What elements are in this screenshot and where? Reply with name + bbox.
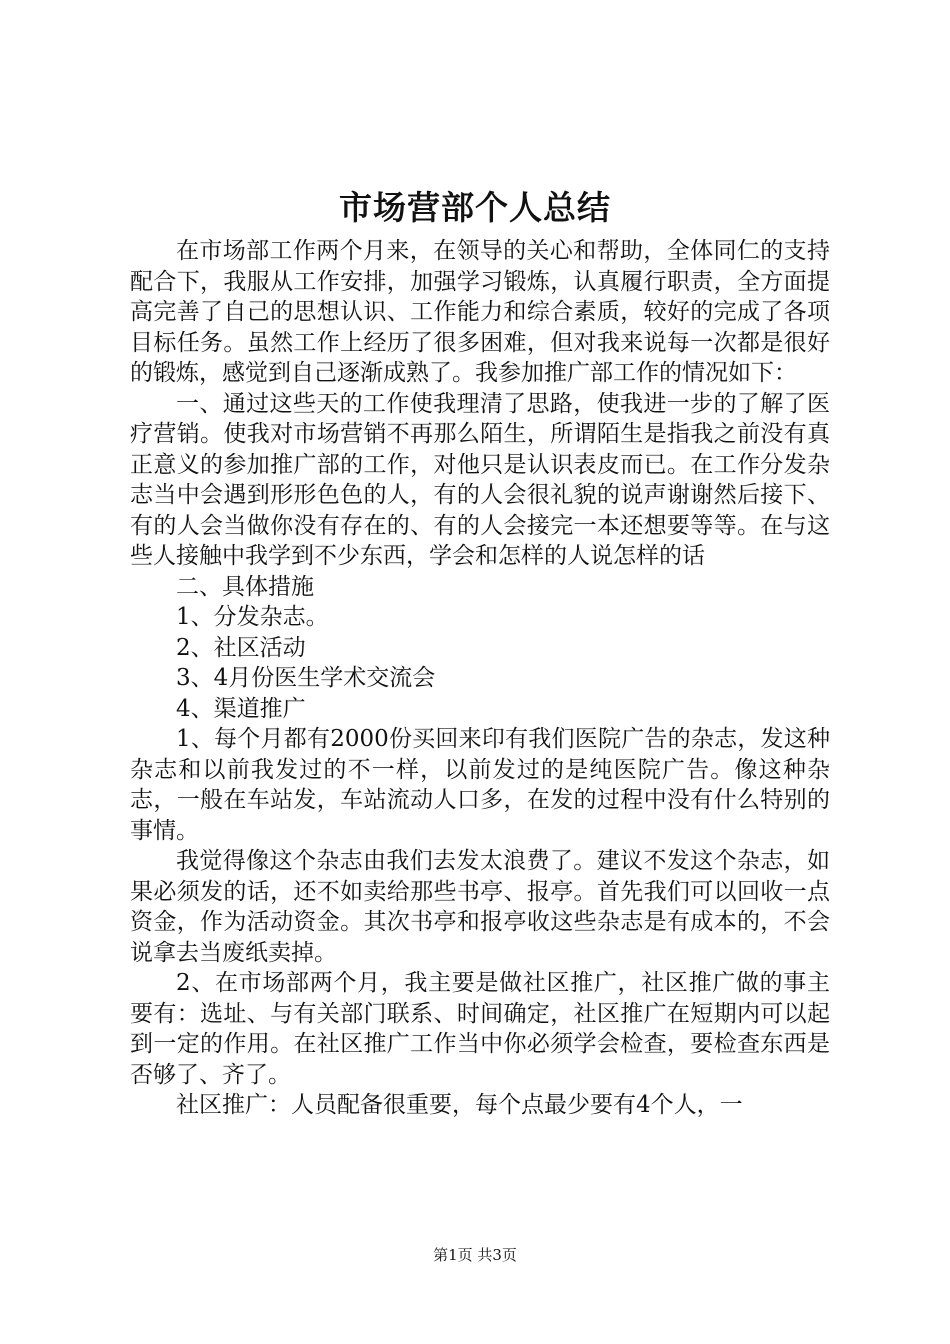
paragraph-intro: 在市场部工作两个月来，在领导的关心和帮助，全体同仁的支持配合下，我服从工作安排，加强学习锻炼，认真履行职责，全方面提高完善了自己的思想认识、工作能力和综合素质，较好的完成了各项目标任务。虽然工作上经历了很多困难，但对我来说每一次都是很好的锻炼，感觉到自己逐渐成熟了。我参加推广部工作的情况如下：	[130, 238, 830, 386]
paragraph-community-staffing: 社区推广：人员配备很重要，每个点最少要有4个人，一	[176, 1092, 743, 1118]
list-item-channel-promotion: 4、渠道推广	[176, 695, 306, 722]
page-indicator: 第1页 共3页	[433, 1246, 517, 1264]
list-item-academic-conference: 3、4月份医生学术交流会	[176, 665, 436, 691]
list-item-community-activities: 2、社区活动	[176, 634, 306, 661]
document-body	[130, 236, 830, 1121]
paragraph-section-one: 一、通过这些天的工作使我理清了思路，使我进一步的了解了医疗营销。使我对市场营销不再那么陌生，所谓陌生是指我之前没有真正意义的参加推广部的工作，对他只是认识表皮而已。在工作分发杂志当中会遇到形形色色的人，有的人会很礼貌的说声谢谢然后接下、有的人会当做你没有存在的、有的人会接完一本还想要等等。在与这些人接触中我学到不少东西，学会和怎样的人说怎样的话	[130, 390, 830, 569]
paragraph-magazine-suggestion: 我觉得像这个杂志由我们去发太浪费了。建议不发这个杂志，如果必须发的话，还不如卖给那些书亭、报亭。首先我们可以回收一点资金，作为活动资金。其次书亭和报亭收这些杂志是有成本的，不会说拿去当废纸卖掉。	[130, 848, 830, 966]
document-title: 市场营部个人总结	[339, 188, 611, 227]
list-item-distribute-magazines: 1、分发杂志。	[176, 604, 329, 630]
paragraph-section-two-heading: 二、具体措施	[176, 573, 314, 600]
paragraph-community-promotion: 2、在市场部两个月，我主要是做社区推广，社区推广做的事主要有：选址、与有关部门联系、时间确定，社区推广在短期内可以起到一定的作用。在社区推广工作当中你必须学会检查，要检查东西是否够了、齐了。	[130, 970, 830, 1088]
paragraph-magazine-detail: 1、每个月都有2000份买回来印有我们医院广告的杂志，发这种杂志和以前我发过的不一样，以前发过的是纯医院广告。像这种杂志，一般在车站发，车站流动人口多，在发的过程中没有什么特别的事情。	[130, 726, 830, 844]
